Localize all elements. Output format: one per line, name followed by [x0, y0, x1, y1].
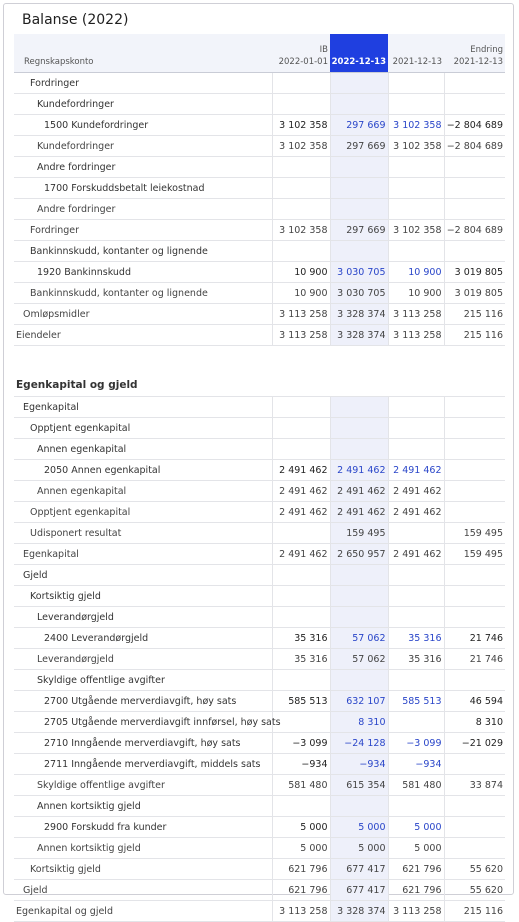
current-cell	[330, 397, 388, 418]
change-cell: −21 029	[444, 733, 505, 754]
change-cell: 21 746	[444, 649, 505, 670]
current-cell	[330, 157, 388, 178]
ib-cell: 621 796	[272, 859, 330, 880]
account-row	[14, 178, 505, 199]
row-label[interactable]: 1500 Kundefordringer	[14, 115, 272, 136]
row-label: Opptjent egenkapital	[14, 502, 272, 523]
row-label: Eiendeler	[14, 325, 272, 346]
change-cell: 159 495	[444, 523, 505, 544]
column-header-ib[interactable]: IB 2022-01-01	[272, 34, 330, 73]
ib-cell: 581 480	[272, 775, 330, 796]
ib-cell: 3 102 358	[272, 136, 330, 157]
change-cell	[444, 565, 505, 586]
current-cell: 677 417	[330, 859, 388, 880]
ib-cell	[272, 178, 330, 199]
current-cell[interactable]: 8 310	[330, 712, 388, 733]
previous-cell	[388, 607, 444, 628]
previous-cell	[388, 796, 444, 817]
group-row	[14, 157, 505, 178]
ib-cell	[272, 586, 330, 607]
change-cell: 215 116	[444, 304, 505, 325]
current-cell	[330, 796, 388, 817]
sum-row	[14, 523, 505, 544]
current-cell: 677 417	[330, 880, 388, 901]
previous-cell	[388, 565, 444, 586]
change-cell	[444, 73, 505, 94]
current-cell[interactable]: −934	[330, 754, 388, 775]
previous-cell	[388, 178, 444, 199]
row-label: Fordringer	[14, 220, 272, 241]
row-label: Bankinnskudd, kontanter og lignende	[14, 241, 272, 262]
change-cell: −2 804 689	[444, 115, 505, 136]
current-cell[interactable]: 5 000	[330, 817, 388, 838]
row-label: Gjeld	[14, 880, 272, 901]
change-cell: 46 594	[444, 691, 505, 712]
ib-cell: 5 000	[272, 838, 330, 859]
row-label: Kortsiktig gjeld	[14, 859, 272, 880]
previous-cell[interactable]: −3 099	[388, 733, 444, 754]
sum-row	[14, 325, 505, 346]
sum-row	[14, 304, 505, 325]
ib-cell: 10 900	[272, 283, 330, 304]
change-cell: 3 019 805	[444, 283, 505, 304]
previous-cell: 621 796	[388, 880, 444, 901]
change-cell	[444, 178, 505, 199]
ib-cell: 35 316	[272, 649, 330, 670]
ib-cell: 621 796	[272, 880, 330, 901]
previous-cell	[388, 199, 444, 220]
change-cell	[444, 607, 505, 628]
group-row	[14, 397, 505, 418]
change-cell: 55 620	[444, 859, 505, 880]
current-cell: 2 491 462	[330, 502, 388, 523]
current-cell[interactable]: 297 669	[330, 115, 388, 136]
row-label: Opptjent egenkapital	[14, 418, 272, 439]
group-row	[14, 73, 505, 94]
previous-cell	[388, 157, 444, 178]
ib-cell: 585 513	[272, 691, 330, 712]
previous-cell[interactable]: 2 491 462	[388, 460, 444, 481]
sum-row	[14, 136, 505, 157]
ib-cell	[272, 157, 330, 178]
column-header-change[interactable]: Endring 2021-12-13	[444, 34, 505, 73]
account-row	[14, 115, 505, 136]
row-label: Kundefordringer	[14, 136, 272, 157]
sum-row	[14, 502, 505, 523]
ib-cell	[272, 199, 330, 220]
ib-cell: 2 491 462	[272, 502, 330, 523]
row-label: Gjeld	[14, 565, 272, 586]
row-label[interactable]: 2710 Inngående merverdiavgift, høy sats	[14, 733, 272, 754]
account-row	[14, 460, 505, 481]
change-cell: 55 620	[444, 880, 505, 901]
ib-cell: 3 102 358	[272, 115, 330, 136]
change-cell: 21 746	[444, 628, 505, 649]
current-cell: 159 495	[330, 523, 388, 544]
change-cell	[444, 418, 505, 439]
current-cell[interactable]: 57 062	[330, 628, 388, 649]
account-row	[14, 754, 505, 775]
account-row	[14, 817, 505, 838]
sum-row	[14, 481, 505, 502]
sum-row	[14, 220, 505, 241]
change-cell	[444, 838, 505, 859]
previous-cell: 3 113 258	[388, 901, 444, 922]
spacer-row	[14, 346, 505, 375]
ib-cell: −934	[272, 754, 330, 775]
page-title: Balanse (2022)	[22, 12, 129, 28]
previous-cell	[388, 241, 444, 262]
change-cell	[444, 586, 505, 607]
change-cell	[444, 439, 505, 460]
change-cell: −2 804 689	[444, 220, 505, 241]
previous-cell[interactable]: 585 513	[388, 691, 444, 712]
previous-cell: 35 316	[388, 649, 444, 670]
group-row	[14, 670, 505, 691]
row-label: Skyldige offentlige avgifter	[14, 775, 272, 796]
table-body	[14, 73, 505, 922]
row-label[interactable]: 2400 Leverandørgjeld	[14, 628, 272, 649]
ib-cell	[272, 439, 330, 460]
sum-row	[14, 544, 505, 565]
previous-cell: 5 000	[388, 838, 444, 859]
ib-cell: 3 102 358	[272, 220, 330, 241]
previous-cell	[388, 94, 444, 115]
ib-cell: 2 491 462	[272, 544, 330, 565]
group-row	[14, 565, 505, 586]
ib-cell	[272, 241, 330, 262]
row-label[interactable]: 1920 Bankinnskudd	[14, 262, 272, 283]
account-row	[14, 712, 505, 733]
previous-cell	[388, 712, 444, 733]
previous-cell	[388, 418, 444, 439]
change-cell: 215 116	[444, 325, 505, 346]
current-cell	[330, 418, 388, 439]
group-row	[14, 439, 505, 460]
previous-cell[interactable]: −934	[388, 754, 444, 775]
current-cell: 297 669	[330, 220, 388, 241]
ib-cell	[272, 523, 330, 544]
ib-cell: 3 113 258	[272, 901, 330, 922]
account-row	[14, 628, 505, 649]
column-header-current-selected[interactable]: 2022-12-13	[330, 34, 388, 73]
previous-cell: 3 113 258	[388, 304, 444, 325]
change-cell	[444, 670, 505, 691]
current-cell: 2 491 462	[330, 481, 388, 502]
previous-cell: 3 113 258	[388, 325, 444, 346]
row-label: Egenkapital og gjeld	[14, 901, 272, 922]
row-label[interactable]: 2900 Forskudd fra kunder	[14, 817, 272, 838]
current-cell	[330, 586, 388, 607]
row-label[interactable]: 2705 Utgående merverdiavgift innførsel, høy sats	[14, 712, 272, 733]
balance-table	[14, 34, 505, 922]
current-cell[interactable]: −24 128	[330, 733, 388, 754]
change-cell	[444, 754, 505, 775]
sum-row	[14, 775, 505, 796]
previous-cell	[388, 670, 444, 691]
change-cell	[444, 199, 505, 220]
current-cell	[330, 199, 388, 220]
row-label: Leverandørgjeld	[14, 607, 272, 628]
change-cell: 215 116	[444, 901, 505, 922]
ib-cell: 3 113 258	[272, 304, 330, 325]
ib-cell: 5 000	[272, 817, 330, 838]
previous-cell: 3 102 358	[388, 220, 444, 241]
row-label: Annen kortsiktig gjeld	[14, 838, 272, 859]
account-row	[14, 262, 505, 283]
ib-cell: 2 491 462	[272, 460, 330, 481]
change-cell: 33 874	[444, 775, 505, 796]
group-row	[14, 586, 505, 607]
change-cell	[444, 157, 505, 178]
ib-cell	[272, 565, 330, 586]
group-row	[14, 418, 505, 439]
previous-cell: 581 480	[388, 775, 444, 796]
previous-cell: 10 900	[388, 283, 444, 304]
change-cell	[444, 481, 505, 502]
row-label[interactable]: 2700 Utgående merverdiavgift, høy sats	[14, 691, 272, 712]
ib-cell	[272, 397, 330, 418]
change-cell: 159 495	[444, 544, 505, 565]
current-cell	[330, 94, 388, 115]
group-row	[14, 241, 505, 262]
change-cell: 3 019 805	[444, 262, 505, 283]
row-label: Egenkapital	[14, 544, 272, 565]
group-row	[14, 796, 505, 817]
balance-report-panel	[3, 3, 514, 917]
ib-cell	[272, 607, 330, 628]
change-cell	[444, 502, 505, 523]
row-label: Bankinnskudd, kontanter og lignende	[14, 283, 272, 304]
current-cell	[330, 670, 388, 691]
current-cell[interactable]: 3 030 705	[330, 262, 388, 283]
ib-cell: −3 099	[272, 733, 330, 754]
current-cell: 297 669	[330, 136, 388, 157]
current-cell[interactable]: 632 107	[330, 691, 388, 712]
previous-cell: 2 491 462	[388, 481, 444, 502]
row-label[interactable]: 2711 Inngående merverdiavgift, middels sats	[14, 754, 272, 775]
current-cell: 3 328 374	[330, 325, 388, 346]
change-cell	[444, 796, 505, 817]
current-cell: 3 030 705	[330, 283, 388, 304]
row-label: Kundefordringer	[14, 94, 272, 115]
account-row	[14, 733, 505, 754]
previous-cell: 621 796	[388, 859, 444, 880]
row-label: Omløpsmidler	[14, 304, 272, 325]
change-cell: −2 804 689	[444, 136, 505, 157]
previous-cell[interactable]: 3 102 358	[388, 115, 444, 136]
ib-cell	[272, 796, 330, 817]
row-label: Leverandørgjeld	[14, 649, 272, 670]
current-cell: 615 354	[330, 775, 388, 796]
row-label: Udisponert resultat	[14, 523, 272, 544]
current-cell	[330, 439, 388, 460]
current-cell	[330, 73, 388, 94]
current-cell	[330, 607, 388, 628]
row-label: Kortsiktig gjeld	[14, 586, 272, 607]
current-cell: 5 000	[330, 838, 388, 859]
current-cell: 3 328 374	[330, 304, 388, 325]
change-cell: 8 310	[444, 712, 505, 733]
change-cell	[444, 817, 505, 838]
row-label: Annen egenkapital	[14, 481, 272, 502]
current-cell	[330, 565, 388, 586]
row-label: Fordringer	[14, 73, 272, 94]
current-cell: 57 062	[330, 649, 388, 670]
previous-cell[interactable]: 10 900	[388, 262, 444, 283]
previous-cell[interactable]: 5 000	[388, 817, 444, 838]
row-label: Annen kortsiktig gjeld	[14, 796, 272, 817]
table-header-row	[14, 34, 505, 73]
group-row	[14, 94, 505, 115]
ib-cell: 2 491 462	[272, 481, 330, 502]
previous-cell[interactable]: 35 316	[388, 628, 444, 649]
sum-row	[14, 283, 505, 304]
ib-cell	[272, 94, 330, 115]
ib-cell: 10 900	[272, 262, 330, 283]
change-cell	[444, 460, 505, 481]
spacer-cell	[14, 346, 505, 375]
current-cell	[330, 241, 388, 262]
current-cell[interactable]: 2 491 462	[330, 460, 388, 481]
sum-row	[14, 838, 505, 859]
section-title: Egenkapital og gjeld	[14, 374, 505, 397]
previous-cell	[388, 73, 444, 94]
account-row	[14, 691, 505, 712]
section-header-row	[14, 374, 505, 397]
row-label: Egenkapital	[14, 397, 272, 418]
change-cell	[444, 397, 505, 418]
sum-row	[14, 880, 505, 901]
row-label: Andre fordringer	[14, 199, 272, 220]
current-cell: 3 328 374	[330, 901, 388, 922]
group-row	[14, 607, 505, 628]
ib-cell: 3 113 258	[272, 325, 330, 346]
sum-row	[14, 649, 505, 670]
change-cell	[444, 241, 505, 262]
current-cell: 2 650 957	[330, 544, 388, 565]
previous-cell: 2 491 462	[388, 502, 444, 523]
row-label[interactable]: 2050 Annen egenkapital	[14, 460, 272, 481]
previous-cell	[388, 397, 444, 418]
column-header-account[interactable]: Regnskapskonto	[14, 34, 272, 73]
previous-cell: 2 491 462	[388, 544, 444, 565]
sum-row	[14, 199, 505, 220]
ib-cell	[272, 670, 330, 691]
previous-cell	[388, 523, 444, 544]
change-cell	[444, 94, 505, 115]
ib-cell	[272, 73, 330, 94]
row-label: Skyldige offentlige avgifter	[14, 670, 272, 691]
column-header-previous[interactable]: 2021-12-13	[388, 34, 444, 73]
current-cell	[330, 178, 388, 199]
row-label: Annen egenkapital	[14, 439, 272, 460]
previous-cell	[388, 586, 444, 607]
previous-cell: 3 102 358	[388, 136, 444, 157]
ib-cell: 35 316	[272, 628, 330, 649]
previous-cell	[388, 439, 444, 460]
ib-cell	[272, 418, 330, 439]
row-label[interactable]: 1700 Forskuddsbetalt leiekostnad	[14, 178, 272, 199]
sum-row	[14, 859, 505, 880]
sum-row	[14, 901, 505, 922]
row-label: Andre fordringer	[14, 157, 272, 178]
